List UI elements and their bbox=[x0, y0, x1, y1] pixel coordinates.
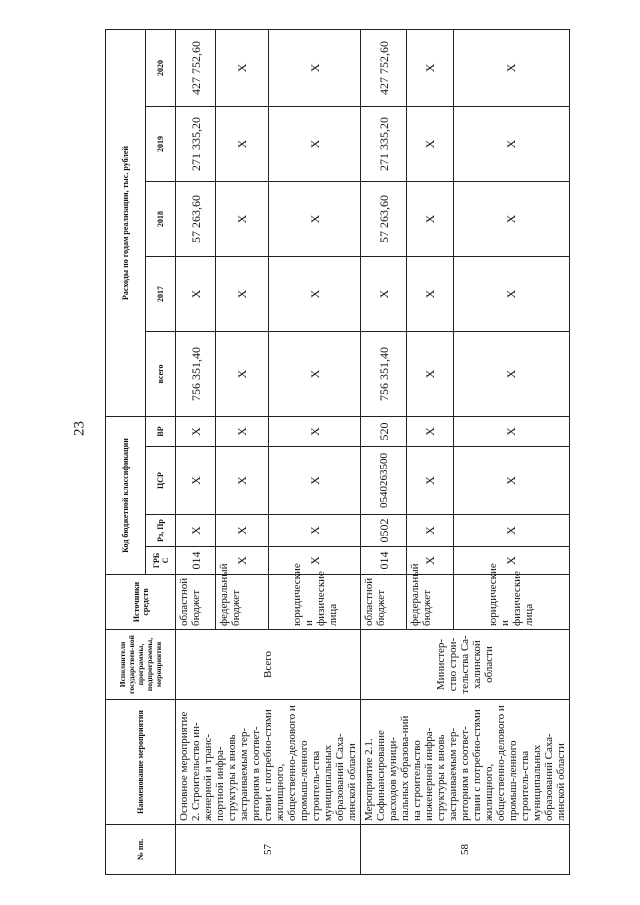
y2019-cell: Х bbox=[269, 106, 361, 181]
header-budget-code: Код бюджетной классификации bbox=[106, 416, 146, 574]
y2018-cell: Х bbox=[216, 181, 269, 256]
executor: Всего bbox=[176, 630, 361, 700]
header-2020: 2020 bbox=[146, 29, 176, 106]
header-vr: ВР bbox=[146, 416, 176, 446]
source: федеральный бюджет bbox=[216, 575, 269, 630]
total-cell: Х bbox=[216, 331, 269, 416]
rzpr-cell: Х bbox=[453, 515, 569, 547]
y2019-cell: Х bbox=[407, 106, 453, 181]
grbs-cell: Х bbox=[216, 547, 269, 575]
activity-name: Основное мероприятие 2. Строительство ин-женерной и транс-портной инфра-структуры к вновь застраиваемым тер-риториям в соответ-ствии с потребно-стями жилищного, общественно-делового и промыш-ленного строитель-ства муниципальных образований Саха-линской области bbox=[176, 700, 361, 825]
source: юридические и физические лица bbox=[269, 575, 361, 630]
vr-cell: Х bbox=[407, 416, 453, 446]
y2018-cell: Х bbox=[407, 181, 453, 256]
y2017-cell: Х bbox=[453, 256, 569, 331]
y2020-cell: 427 752,60 bbox=[176, 29, 216, 106]
csr-cell: Х bbox=[216, 447, 269, 515]
y2020-cell: Х bbox=[216, 29, 269, 106]
y2017-cell: Х bbox=[216, 256, 269, 331]
vr-cell: Х bbox=[216, 416, 269, 446]
header-2017: 2017 bbox=[146, 256, 176, 331]
y2019-cell: 271 335,20 bbox=[176, 106, 216, 181]
rzpr-cell: Х bbox=[407, 515, 453, 547]
page-number: 23 bbox=[71, 421, 88, 436]
source: федеральный бюджет bbox=[407, 575, 453, 630]
budget-table bbox=[105, 29, 570, 875]
y2020-cell: 427 752,60 bbox=[361, 29, 407, 106]
y2017-cell: Х bbox=[407, 256, 453, 331]
header-total: всего bbox=[146, 331, 176, 416]
total-cell: Х bbox=[453, 331, 569, 416]
total-cell: Х bbox=[269, 331, 361, 416]
y2017-cell: Х bbox=[176, 256, 216, 331]
total-cell: Х bbox=[407, 331, 453, 416]
header-executors: Исполнители государствен-ной программы, подпрограммы, мероприятия bbox=[106, 630, 176, 700]
header-name: Наименование мероприятия bbox=[106, 700, 176, 825]
executor: Министер-ство строи-тельства Са-халинской области bbox=[361, 630, 570, 700]
y2019-cell: Х bbox=[216, 106, 269, 181]
y2018-cell: 57 263,60 bbox=[176, 181, 216, 256]
header-num: № пп. bbox=[106, 825, 176, 875]
csr-cell: Х bbox=[453, 447, 569, 515]
source: юридические и физические лица bbox=[453, 575, 569, 630]
total-cell: 756 351,40 bbox=[176, 331, 216, 416]
grbs-cell: Х bbox=[407, 547, 453, 575]
header-2018: 2018 bbox=[146, 181, 176, 256]
header-expenses: Расходы по годам реализации, тыс. рублей bbox=[106, 29, 146, 416]
header-2019: 2019 bbox=[146, 106, 176, 181]
header-rzpr: Рз, Пр bbox=[146, 515, 176, 547]
csr-cell: Х bbox=[407, 447, 453, 515]
vr-cell: Х bbox=[269, 416, 361, 446]
grbs-cell: 014 bbox=[361, 547, 407, 575]
y2020-cell: Х bbox=[407, 29, 453, 106]
total-cell: 756 351,40 bbox=[361, 331, 407, 416]
vr-cell: Х bbox=[176, 416, 216, 446]
activity-name: Мероприятие 2.1. Софинансирование расходов муници-пальных образова-ний на строительство инженерной инфра-структуры к вновь застраиваемым тер-риториям в соответ-ствии с потребно-стями жилищного, общественно-делового и промыш-ленного строитель-ства муниципальных образований Саха-линской области bbox=[361, 700, 570, 825]
csr-cell: Х bbox=[269, 447, 361, 515]
vr-cell: Х bbox=[453, 416, 569, 446]
row-number: 58 bbox=[361, 825, 570, 875]
y2018-cell: Х bbox=[269, 181, 361, 256]
y2018-cell: Х bbox=[453, 181, 569, 256]
table-row bbox=[361, 29, 407, 874]
y2019-cell: 271 335,20 bbox=[361, 106, 407, 181]
rotated-table-wrapper bbox=[105, 30, 567, 875]
header-grbs: ГРБ С bbox=[146, 547, 176, 575]
y2020-cell: Х bbox=[453, 29, 569, 106]
csr-cell: 0540263500 bbox=[361, 447, 407, 515]
rzpr-cell: Х bbox=[269, 515, 361, 547]
y2017-cell: Х bbox=[361, 256, 407, 331]
grbs-cell: 014 bbox=[176, 547, 216, 575]
source: областной бюджет bbox=[176, 575, 216, 630]
y2019-cell: Х bbox=[453, 106, 569, 181]
row-number: 57 bbox=[176, 825, 361, 875]
csr-cell: Х bbox=[176, 447, 216, 515]
y2020-cell: Х bbox=[269, 29, 361, 106]
rzpr-cell: 0502 bbox=[361, 515, 407, 547]
source: областной бюджет bbox=[361, 575, 407, 630]
table-row bbox=[176, 29, 216, 874]
header-csr: ЦСР bbox=[146, 447, 176, 515]
rzpr-cell: Х bbox=[176, 515, 216, 547]
vr-cell: 520 bbox=[361, 416, 407, 446]
y2017-cell: Х bbox=[269, 256, 361, 331]
rzpr-cell: Х bbox=[216, 515, 269, 547]
grbs-cell: Х bbox=[269, 547, 361, 575]
header-sources: Источники средств bbox=[106, 575, 176, 630]
y2018-cell: 57 263,60 bbox=[361, 181, 407, 256]
grbs-cell: Х bbox=[453, 547, 569, 575]
